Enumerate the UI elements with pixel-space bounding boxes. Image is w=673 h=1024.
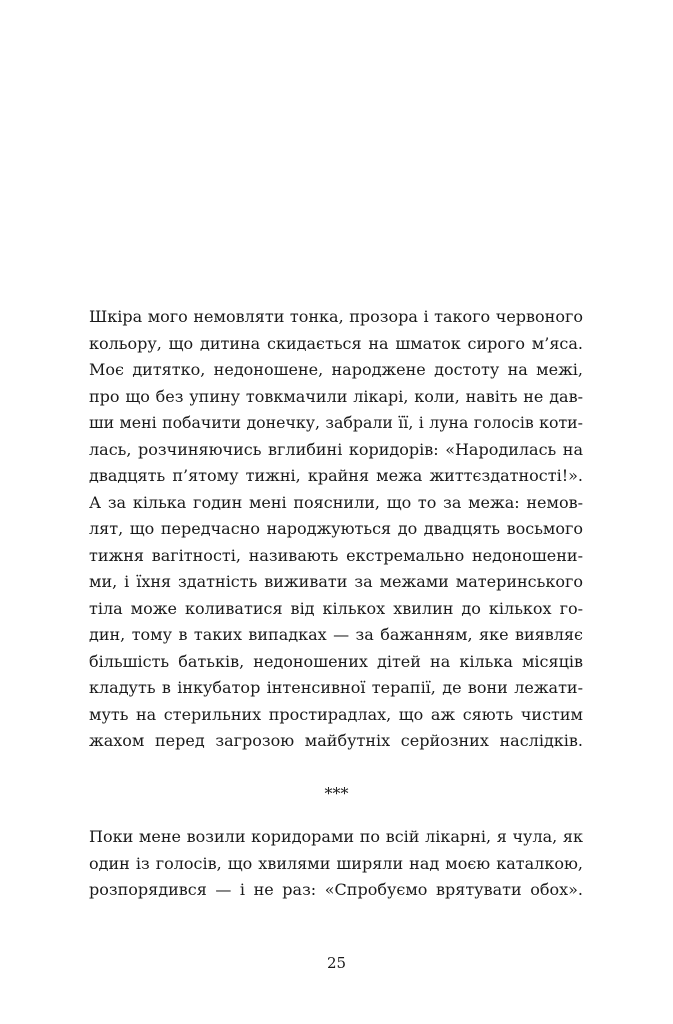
section-separator: *** bbox=[324, 784, 349, 803]
paragraph-2 bbox=[89, 824, 583, 904]
text-line: Шкіра мого немовляти тонка, прозора і такого червоного bbox=[89, 307, 583, 326]
text-line: тижня вагітності, називають екстремально недоношени- bbox=[89, 545, 583, 565]
text-line: розпорядився — і не раз: «Спробуємо врятувати обох». bbox=[89, 880, 583, 899]
text-line: А за кілька годин мені пояснили, що то за межа: немов- bbox=[89, 492, 583, 512]
text-line: ши мені побачити донечку, забрали її, і луна голосів коти- bbox=[89, 413, 583, 432]
text-line: ми, і їхня здатність виживати за межами материнського bbox=[89, 572, 583, 591]
text-line: Моє дитятко, недоношене, народжене достоту на межі, bbox=[89, 360, 583, 379]
text-line: один із голосів, що хвилями ширяли над моєю каталкою, bbox=[89, 853, 583, 873]
text-line: двадцять п’ятому тижні, крайня межа життєздатності!». bbox=[89, 466, 583, 485]
text-line: про що без упину товкмачили лікарі, коли, навіть не дав- bbox=[89, 386, 583, 406]
text-line: тіла може коливатися від кількох хвилин до кількох го- bbox=[89, 598, 583, 618]
page-number: 25 bbox=[326, 954, 347, 972]
text-line: Поки мене возили коридорами по всій лікарні, я чула, як bbox=[89, 827, 583, 846]
text-line: кольору, що дитина скидається на шматок сирого м’яса. bbox=[89, 333, 583, 353]
text-line: більшість батьків, недоношених дітей на кілька місяців bbox=[89, 651, 583, 671]
text-line: лась, розчиняючись вглибині коридорів: «Народилась на bbox=[89, 439, 583, 459]
text-line: дин, тому в таких випадках — за бажанням, яке виявляє bbox=[89, 625, 583, 644]
paragraph-1 bbox=[89, 304, 583, 755]
text-line: муть на стерильних простирадлах, що аж сяють чистим bbox=[89, 704, 583, 724]
text-line: кладуть в інкубатор інтенсивної терапії, де вони лежати- bbox=[89, 678, 583, 697]
text-line: жахом перед загрозою майбутніх серйозних наслідків. bbox=[89, 731, 583, 750]
text-line: лят, що передчасно народжуються до двадцять восьмого bbox=[89, 519, 583, 538]
